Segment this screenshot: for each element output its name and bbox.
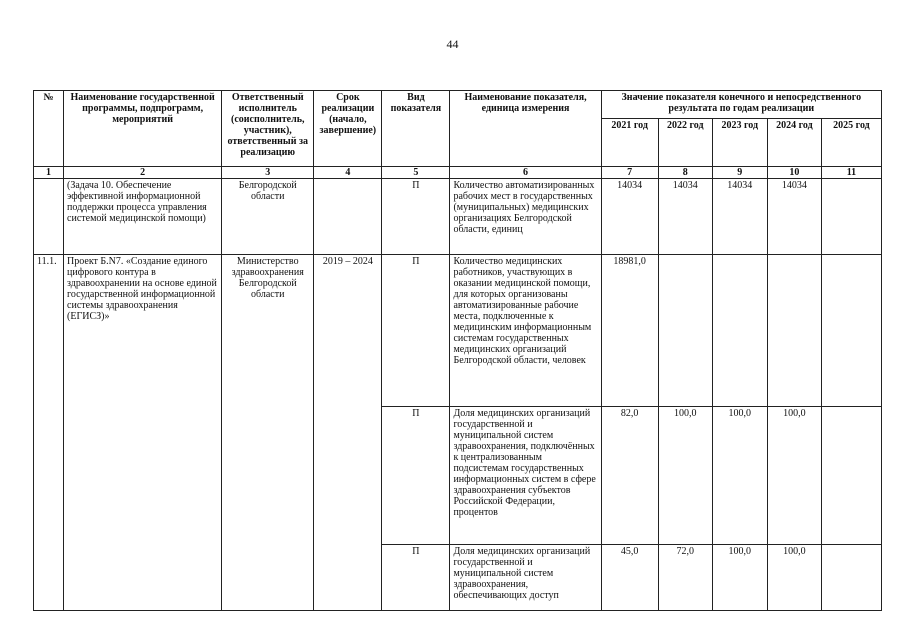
- table-row: [34, 255, 882, 407]
- column-number: 6: [450, 167, 601, 179]
- indicator-value-2022: 72,0: [658, 545, 712, 611]
- row-value-2024: 14034: [767, 179, 821, 255]
- table-row: [34, 179, 882, 255]
- column-number: 9: [712, 167, 767, 179]
- column-number: 8: [658, 167, 712, 179]
- indicator-value-2023: 100,0: [712, 407, 767, 545]
- row-responsible: Белгородской области: [222, 179, 314, 255]
- header-responsible: Ответственный исполнитель (соисполнитель, участник), ответственный за реализацию: [222, 91, 314, 167]
- project-no: 11.1.: [34, 255, 64, 611]
- row-no: [34, 179, 64, 255]
- indicator-value-2024: 100,0: [767, 545, 821, 611]
- project-term: 2019 – 2024: [314, 255, 382, 611]
- header-no: №: [34, 91, 64, 167]
- header-kind: Вид показателя: [382, 91, 450, 167]
- indicator-kind: П: [382, 545, 450, 611]
- program-table: [33, 90, 882, 611]
- indicator-kind: П: [382, 407, 450, 545]
- column-number: 1: [34, 167, 64, 179]
- indicator-value-2021: 82,0: [601, 407, 658, 545]
- header-year-2024: 2024 год: [767, 119, 821, 167]
- column-number: 11: [821, 167, 881, 179]
- header-indicator: Наименование показателя, единица измерения: [450, 91, 601, 167]
- page-number: 44: [446, 37, 459, 51]
- column-number: 2: [64, 167, 222, 179]
- header-values: Значение показателя конечного и непосредственного результата по годам реализации: [601, 91, 881, 119]
- indicator-value-2023: [712, 255, 767, 407]
- row-indicator: Количество автоматизированных рабочих мест в государственных (муниципальных) медицинских организациях Белгородской области, единиц: [450, 179, 601, 255]
- indicator-name: Количество медицинских работников, участвующих в оказании медицинской помощи, для которых организованы автоматизированные рабочие места, подключенные к медицинским информационным системам государственных медицинских организаций Белгородской области, человек: [450, 255, 601, 407]
- column-number: 4: [314, 167, 382, 179]
- indicator-value-2025: [821, 407, 881, 545]
- column-number: 10: [767, 167, 821, 179]
- column-number-row: [34, 167, 882, 179]
- header-year-2025: 2025 год: [821, 119, 881, 167]
- indicator-name: Доля медицинских организаций государственной и муниципальной систем здравоохранения, подключённых к централизованным подсистемам государственных информационных систем в сфере здравоохранения субъектов Российской Федерации, процентов: [450, 407, 601, 545]
- indicator-value-2022: 100,0: [658, 407, 712, 545]
- indicator-value-2021: 18981,0: [601, 255, 658, 407]
- indicator-value-2024: 100,0: [767, 407, 821, 545]
- indicator-kind: П: [382, 255, 450, 407]
- row-value-2021: 14034: [601, 179, 658, 255]
- column-number: 5: [382, 167, 450, 179]
- header-year-2022: 2022 год: [658, 119, 712, 167]
- project-name: Проект Б.N7. «Создание единого цифрового контура в здравоохранении на основе единой государственной информационной системы здравоохранения (ЕГИСЗ)»: [64, 255, 222, 611]
- row-value-2022: 14034: [658, 179, 712, 255]
- row-kind: П: [382, 179, 450, 255]
- indicator-value-2022: [658, 255, 712, 407]
- row-term: [314, 179, 382, 255]
- indicator-value-2021: 45,0: [601, 545, 658, 611]
- header-name: Наименование государственной программы, подпрограмм, мероприятий: [64, 91, 222, 167]
- indicator-value-2023: 100,0: [712, 545, 767, 611]
- row-value-2023: 14034: [712, 179, 767, 255]
- indicator-value-2025: [821, 545, 881, 611]
- column-number: 3: [222, 167, 314, 179]
- project-responsible: Министерство здравоохранения Белгородской области: [222, 255, 314, 611]
- indicator-value-2024: [767, 255, 821, 407]
- row-name: (Задача 10. Обеспечение эффективной информационной поддержки процесса управления системой медицинской помощи): [64, 179, 222, 255]
- header-term: Срок реализации (начало, завершение): [314, 91, 382, 167]
- row-value-2025: [821, 179, 881, 255]
- column-number: 7: [601, 167, 658, 179]
- indicator-value-2025: [821, 255, 881, 407]
- indicator-name: Доля медицинских организаций государственной и муниципальной систем здравоохранения, обеспечивающих доступ: [450, 545, 601, 611]
- header-year-2021: 2021 год: [601, 119, 658, 167]
- header-year-2023: 2023 год: [712, 119, 767, 167]
